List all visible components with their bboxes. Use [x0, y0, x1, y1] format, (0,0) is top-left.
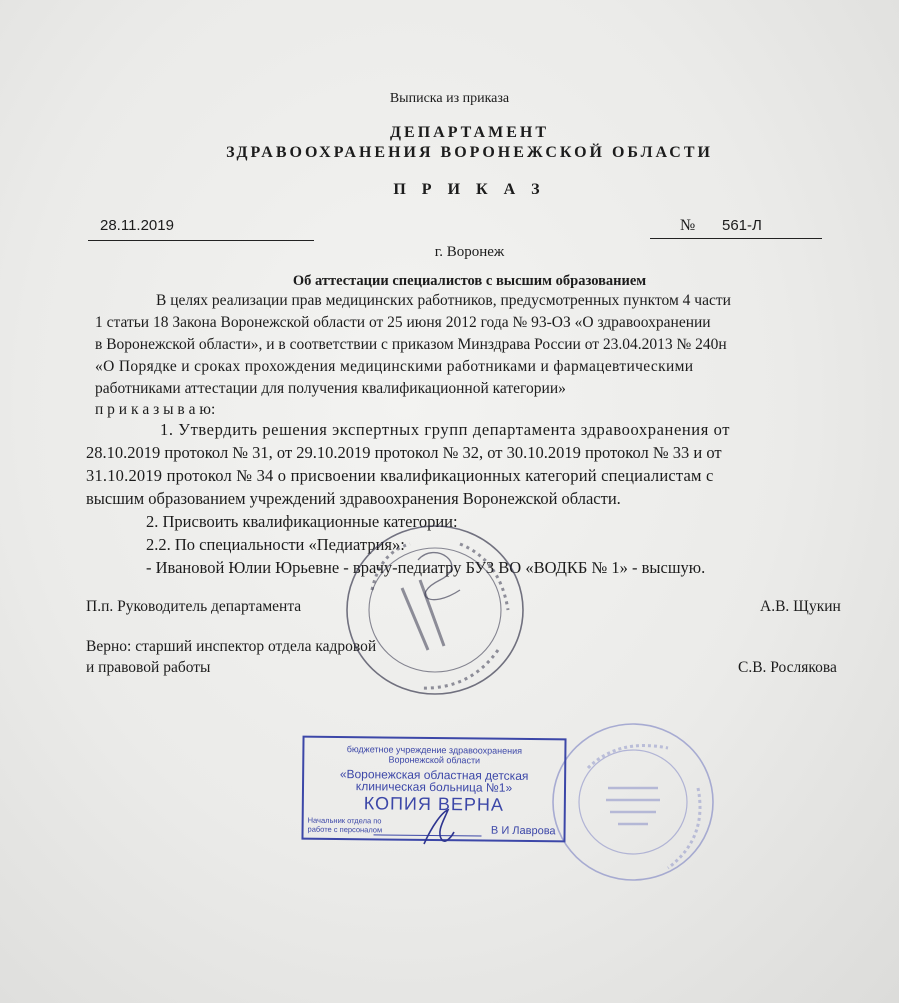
- item1-line: 31.10.2019 протокол № 34 о присвоении квалификационных категорий специалистам с: [86, 466, 714, 485]
- item2-2: 2.2. По специальности «Педиатрия»:: [146, 535, 405, 554]
- order-date: 28.11.2019: [100, 217, 174, 234]
- item1-line: высшим образованием учреждений здравоохранения Воронежской области.: [86, 489, 621, 508]
- verified-label-line1: Верно: старший инспектор отдела кадровой: [86, 638, 377, 655]
- verified-label-line2: и правовой работы: [86, 659, 211, 676]
- item1-line: 1. Утвердить решения экспертных групп департамента здравоохранения от: [160, 420, 731, 439]
- preamble-line: «О Порядке и сроках прохождения медицинскими работниками и фармацевтическими: [95, 358, 694, 375]
- order-number: 561-Л: [722, 217, 762, 234]
- stamp-org-line3: «Воронежская областная детская: [339, 767, 529, 783]
- order-heading: П Р И К А З: [393, 181, 546, 198]
- stamp-title: КОПИЯ ВЕРНА: [363, 793, 505, 815]
- stamp-org-line2: Воронежской области: [388, 754, 481, 766]
- department-title-line1: ДЕПАРТАМЕНТ: [390, 124, 549, 141]
- department-round-stamp: [340, 520, 530, 700]
- order-subject: Об аттестации специалистов с высшим образованием: [292, 273, 647, 289]
- stamp-position-line2: работе с персоналом: [307, 824, 383, 835]
- date-underline: [88, 240, 314, 241]
- preamble-line: В целях реализации прав медицинских работников, предусмотренных пунктом 4 части: [156, 292, 731, 309]
- stamp-position-line1: Начальник отдела по: [307, 815, 382, 826]
- stamp-org-line1: бюджетное учреждение здравоохранения: [346, 744, 523, 756]
- stamp-org-line4: клиническая больница №1»: [355, 779, 513, 795]
- preamble-line: 1 статьи 18 Закона Воронежской области от 25 июня 2012 года № 93-ОЗ «О здравоохранении: [95, 314, 711, 331]
- department-title-line2: ЗДРАВООХРАНЕНИЯ ВОРОНЕЖСКОЙ ОБЛАСТИ: [226, 144, 713, 161]
- hospital-round-stamp: [548, 718, 718, 886]
- person-assignment: - Ивановой Юлии Юрьевне - врачу-педиатру БУЗ ВО «ВОДКБ № 1» - высшую.: [146, 558, 706, 577]
- head-name: А.В. Щукин: [760, 598, 841, 615]
- verified-name: С.В. Рослякова: [738, 659, 837, 676]
- order-city: г. Воронеж: [434, 244, 505, 260]
- number-underline: [650, 238, 822, 239]
- preamble-line: в Воронежской области», и в соответствии с приказом Минздрава России от 23.04.2013 № 240н: [95, 336, 727, 353]
- extract-heading: Выписка из приказа: [389, 91, 510, 106]
- handwritten-signature: [418, 806, 458, 848]
- orders-word: п р и к а з ы в а ю:: [95, 401, 216, 418]
- stamp-name: В И Лаврова: [490, 824, 556, 838]
- preamble-line: работниками аттестации для получения квалификационной категории»: [95, 380, 566, 397]
- item1-line: 28.10.2019 протокол № 31, от 29.10.2019 протокол № 32, от 30.10.2019 протокол № 33 и от: [86, 443, 722, 462]
- number-sign: №: [680, 217, 696, 234]
- head-label: П.п. Руководитель департамента: [86, 598, 302, 615]
- item2: 2. Присвоить квалификационные категории:: [146, 512, 458, 531]
- stamp-position: [308, 816, 383, 835]
